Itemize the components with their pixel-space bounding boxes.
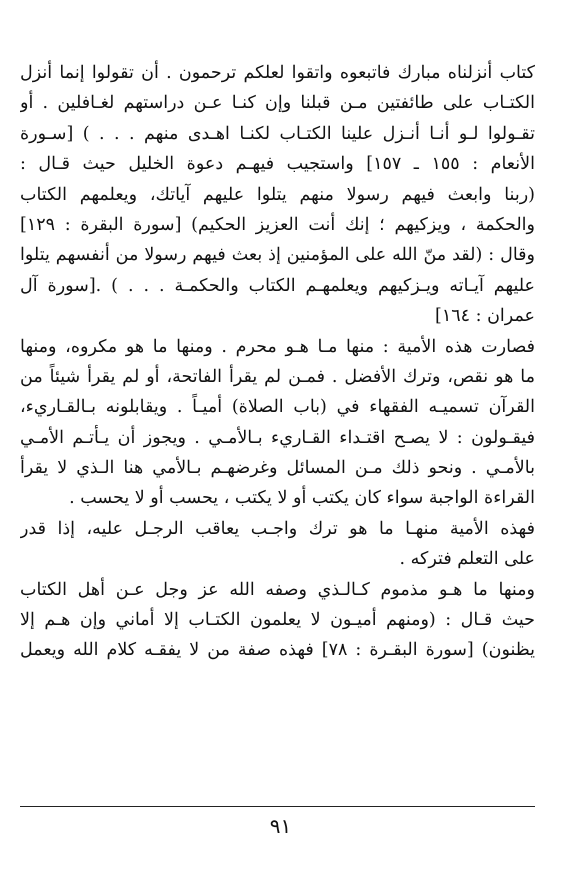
text-line: (ربنا وابعث فيهم رسولا منهم يتلوا عليهم آياتك، ويعلمهم الكتاب <box>20 184 535 205</box>
text-line: والحكمة ، ويزكيهم ؛ إنك أنت العزيز الحكيم) [سورة البقرة : ١٢٩] <box>20 214 535 235</box>
text-line: القرآن تسميـه الفقهاء في (باب الصلاة) أميـاً . ويقابلونه بـالقـاريء، <box>20 397 535 418</box>
text-line: يظنون) [سورة البقـرة : ٧٨] فهذه صفة من لا يفقـه كلام الله ويعمل <box>20 640 535 661</box>
text-line: الأنعام : ١٥٥ ـ ١٥٧] واستجيب فيهـم دعوة الخليل حيث قـال : <box>20 154 535 175</box>
text-line: كتاب أنزلناه مبارك فاتبعوه واتقوا لعلكم ترحمون . أن تقولوا إنما أنزل <box>20 63 535 83</box>
body-text <box>20 58 535 666</box>
text-line: عمران : ١٦٤] <box>435 306 535 327</box>
text-line: فيقـولون : لا يصـح اقتـداء القـاريء بـالأمـي . ويجوز أن يـأتـم الأمـي <box>20 427 535 448</box>
text-line: فصارت هذه الأمية : منها مـا هـو محرم . ومنها ما هو مكروه، ومنها <box>20 336 535 357</box>
text-line: ومنها ما هـو مذموم كـالـذي وصفه الله عز وجل عـن أهل الكتاب <box>20 579 535 600</box>
page-number: ٩١ <box>269 814 292 838</box>
text-line: وقال : (لقد منّ الله على المؤمنين إذ بعث فيهم رسولا من أنفسهم يتلوا <box>20 245 535 266</box>
text-line: القراءة الواجبة سواء كان يكتب أو لا يكتب ، يحسب أو لا يحسب . <box>69 488 535 509</box>
text-line: الكتـاب على طائفتين مـن قبلنا وإن كنـا عـن دراستهم لغـافلين . أو <box>20 93 535 114</box>
text-line: حيث قـال : (ومنهم أميـون لا يعلمون الكتـاب إلا أماني وإن هـم إلا <box>20 610 535 631</box>
text-line: فهذه الأمية منهـا ما هو ترك واجـب يعاقب الرجـل عليه، إذا قدر <box>20 518 535 539</box>
footer-rule <box>20 806 535 807</box>
text-line: على التعلم فتركه . <box>399 549 535 570</box>
text-line: بالأمـي . ونحو ذلك مـن المسائل وغرضهـم بـالأمي هنا الـذي لا يقرأ <box>20 458 535 479</box>
text-line: تقـولوا لـو أنـا أنـزل علينا الكتـاب لكنـا اهـدى منهم . . . ) [سـورة <box>20 123 535 144</box>
text-line: عليهم آيـاته ويـزكيهم ويعلمهـم الكتاب والحكمـة . . . ) .[سورة آل <box>20 275 535 296</box>
text-line: ما هو نقص، وترك الأفضل . فمـن لم يقرأ الفاتحة، أو لم يقرأ شيئاً من <box>20 366 535 387</box>
